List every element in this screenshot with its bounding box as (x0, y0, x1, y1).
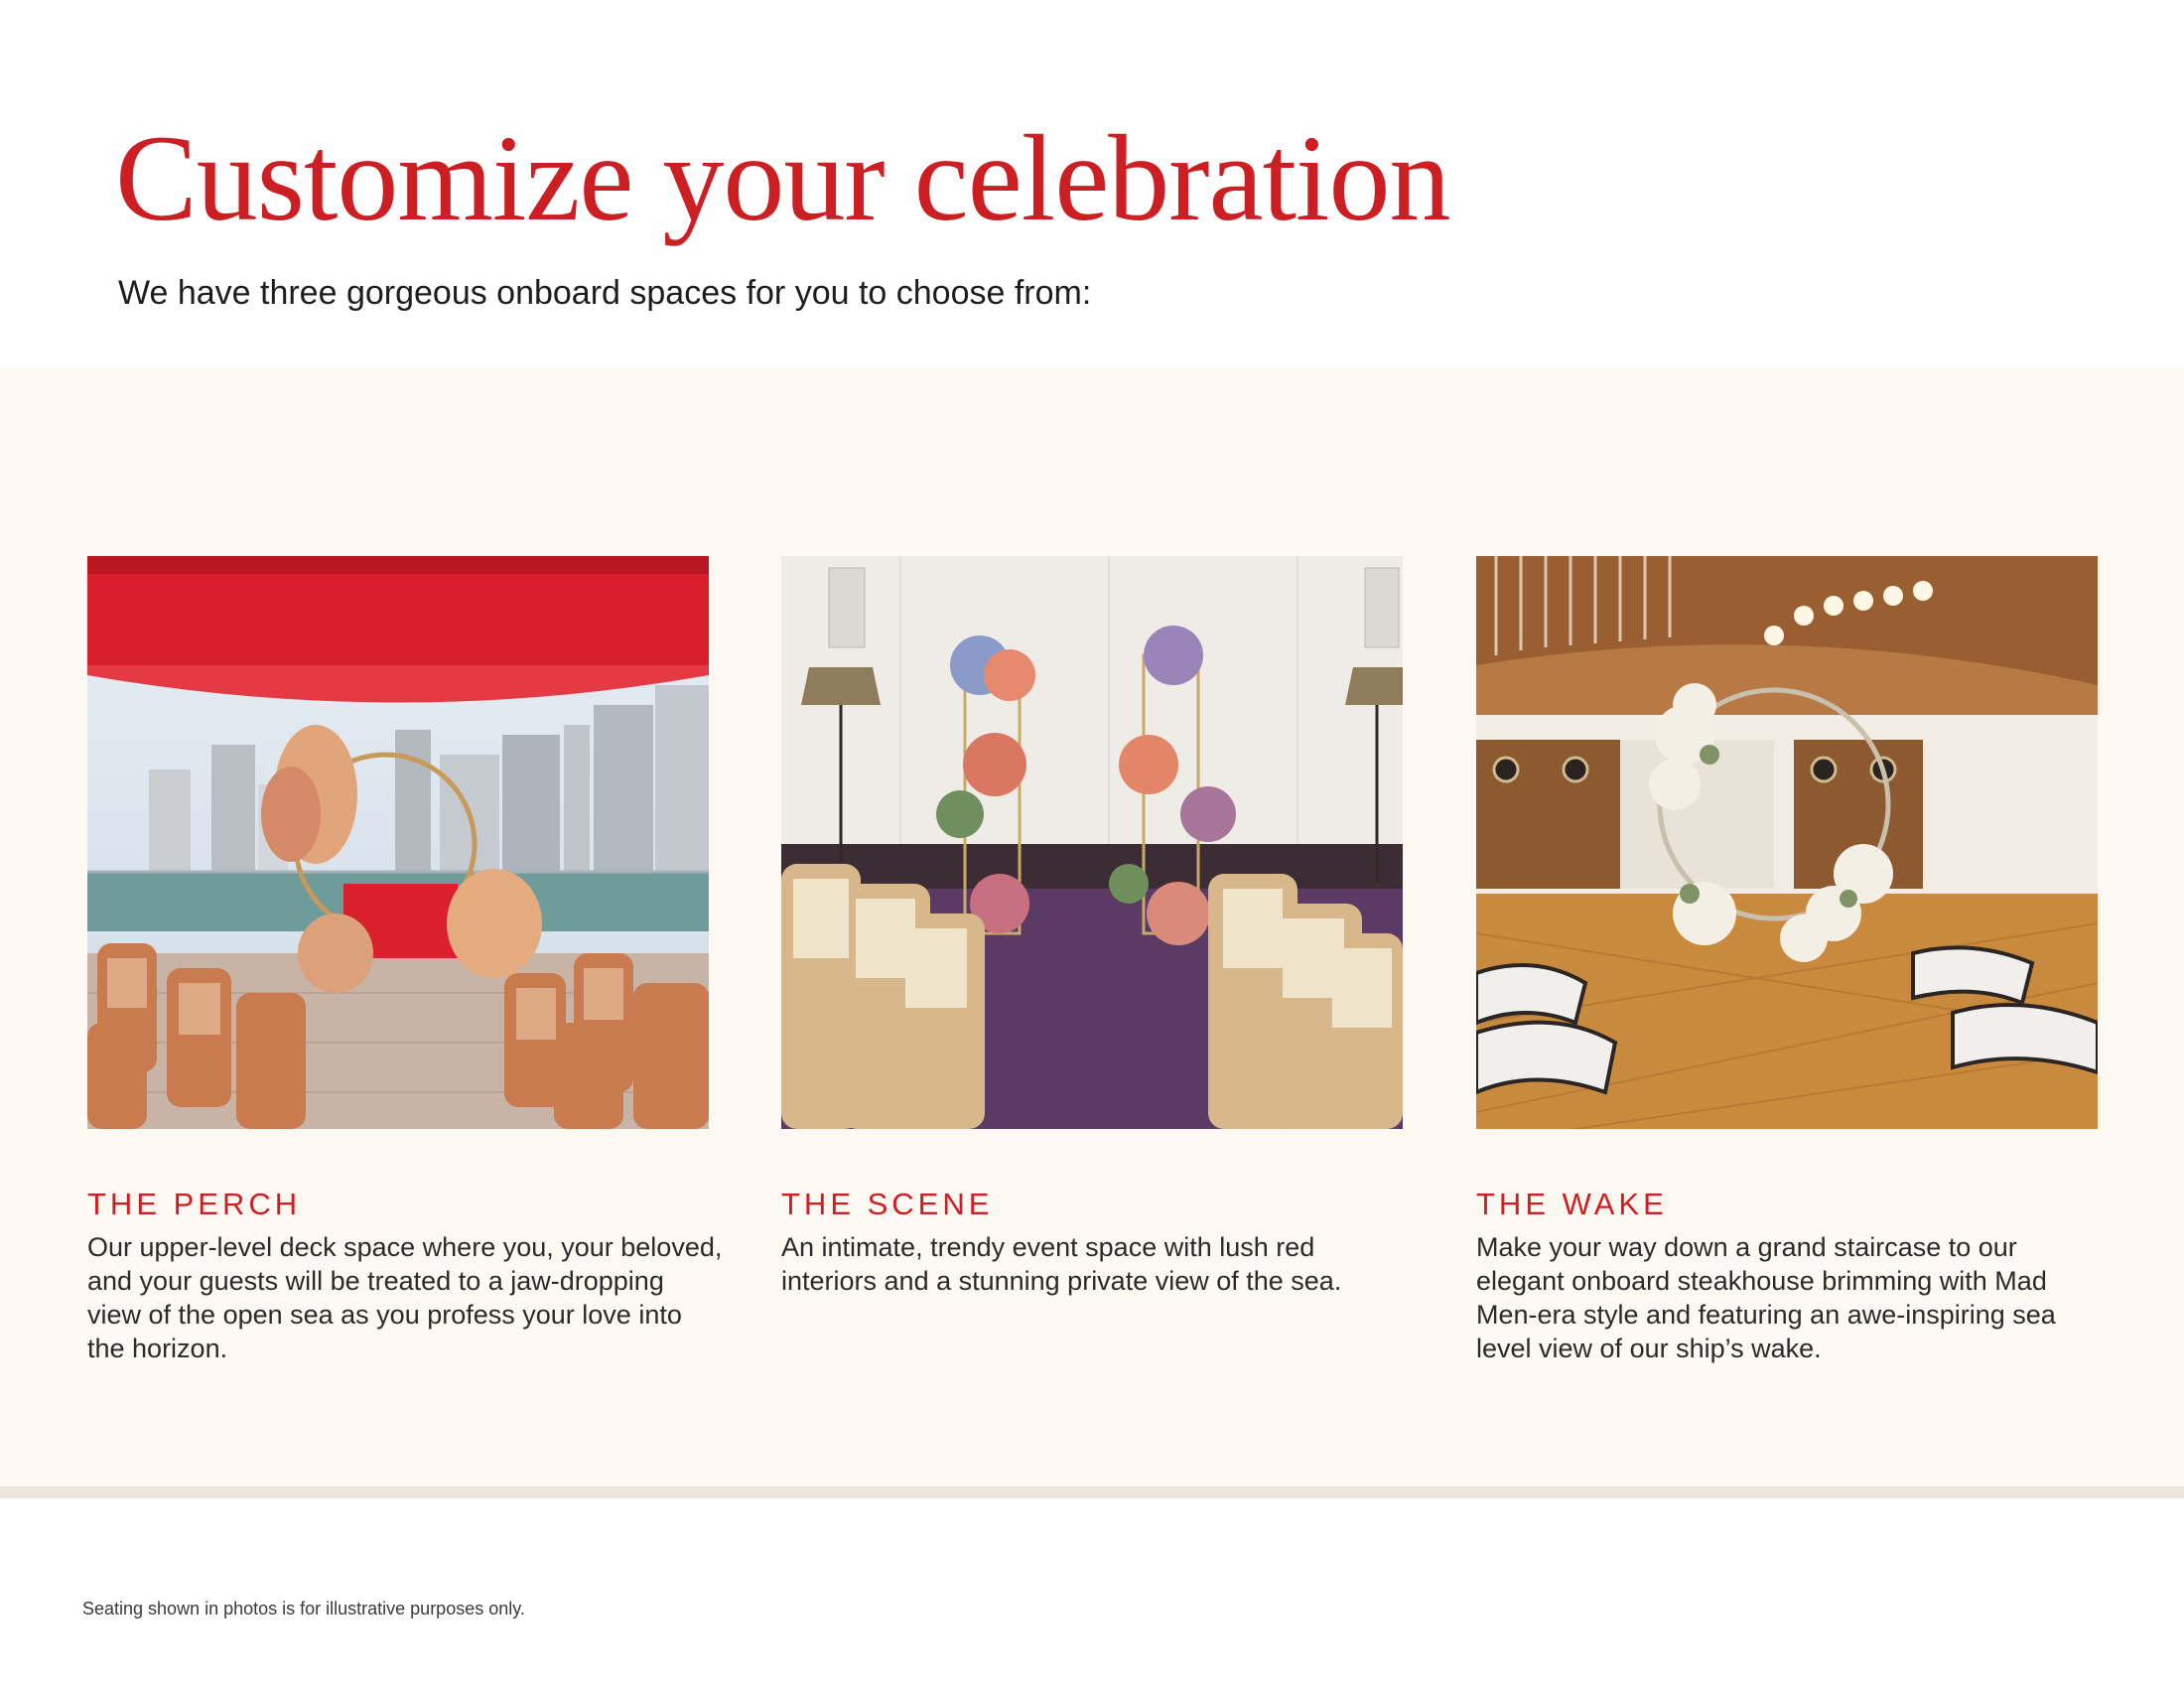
page-title: Customize your celebration (115, 110, 1450, 246)
venue-card-scene (781, 556, 1403, 1298)
venue-description-perch: Our upper-level deck space where you, your beloved, and your guests will be treated to a jaw-dropping view of the open sea as you profess your love into the horizon. (87, 1232, 723, 1363)
venue-card-perch (87, 556, 723, 1365)
venue-title-perch: THE PERCH (87, 1187, 302, 1221)
venue-card-wake (1476, 556, 2098, 1365)
venue-description-scene: An intimate, trendy event space with lush red interiors and a stunning private view of the sea. (781, 1232, 1342, 1296)
page-subtitle: We have three gorgeous onboard spaces for you to choose from: (118, 274, 1092, 312)
venue-photo-wake (1476, 556, 2098, 1129)
venue-photo-scene (781, 556, 1403, 1129)
venue-photo-perch (87, 556, 709, 1129)
venue-title-scene: THE SCENE (781, 1187, 994, 1221)
venue-title-wake: THE WAKE (1476, 1187, 1668, 1221)
footnote: Seating shown in photos is for illustrative purposes only. (82, 1599, 525, 1618)
section-divider (0, 1486, 2184, 1498)
venue-description-wake: Make your way down a grand staircase to our elegant onboard steakhouse brimming with Mad Men-era style and featuring an awe-inspiring sea level view of our ship’s wake. (1476, 1232, 2056, 1363)
